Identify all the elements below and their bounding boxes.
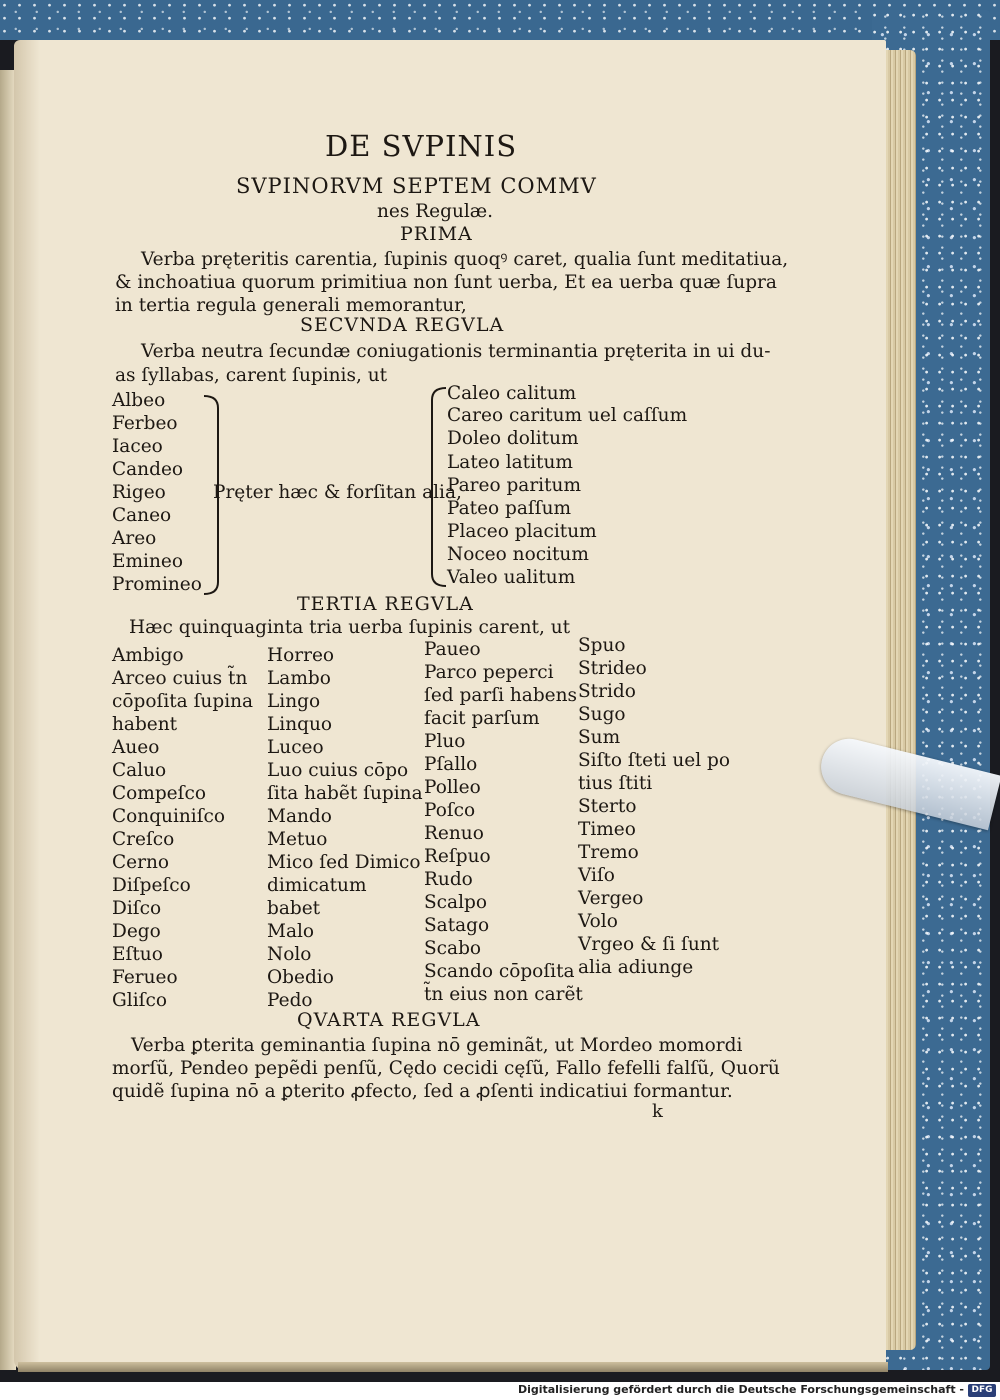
prima-line: in tertia regula generali memorantur, [115,295,467,316]
prima-line: & inchoatiua quorum primitiua non ſunt uerba, Et ea uerba quæ ſupra [115,272,777,293]
verb-word: Tremo [578,842,639,863]
verb-word: Diſco [112,898,162,919]
verb-word: Caleo calitum [447,383,577,404]
verb-word: babet [267,898,321,919]
subtitle-line-1: SVPINORVM SEPTEM COMMV [236,174,597,198]
verb-word: Timeo [578,819,636,840]
verb-word: Vrgeo & ſi ſunt [578,934,720,955]
verb-word: Promineo [112,574,202,595]
verb-word: Sum [578,727,621,748]
verb-word: Strido [578,681,636,702]
verb-word: Creſco [112,829,175,850]
verb-word: Diſpeſco [112,875,191,896]
verb-word: Emineo [112,551,183,572]
verb-word: Paueo [424,639,481,660]
verb-word: Rudo [424,869,473,890]
page-bottom-edge [18,1362,888,1372]
verb-word: Placeo placitum [447,521,597,542]
verb-word: ſed parſi habens [424,685,578,706]
verb-word: Pateo paſſum [447,498,572,519]
verb-word: Nolo [267,944,312,965]
verb-word: Spuo [578,635,626,656]
verb-word: alia adiunge [578,957,694,978]
verb-word: Aueo [112,737,160,758]
book-cover-top [0,0,1000,40]
verb-word: Polleo [424,777,481,798]
verb-word: Careo caritum uel caſſum [447,405,688,426]
verb-word: Vergeo [578,888,644,909]
verb-word: Poſco [424,800,476,821]
verb-word: Scabo [424,938,482,959]
verb-word: Ferbeo [112,413,178,434]
secunda-line: Verba neutra ſecundæ coniugationis terminantia pręterita in ui du‐ [141,341,771,362]
verb-word: ſita habẽt ſupina [267,783,423,804]
verb-word: Compeſco [112,783,206,804]
verb-word: Reſpuo [424,846,491,867]
verb-word: Pſallo [424,754,478,775]
verb-word: Parco peperci [424,662,554,683]
quarta-line: quidẽ ſupina nō a ꝑterito ꝓfecto, ſed a ꝓſenti indicatiui formantur. [112,1081,733,1102]
verb-word: Satago [424,915,490,936]
verb-word: Horreo [267,645,335,666]
verb-word: Ambigo [112,645,184,666]
dfg-logo-icon: DFG [968,1384,996,1397]
verb-word: Gliſco [112,990,167,1011]
secunda-middle-text: Pręter hæc & forſitan alia, [213,482,462,503]
funding-credit: Digitalisierung gefördert durch die Deutsche Forschungsgemeinschaft - [517,1383,964,1396]
verb-word: Caneo [112,505,172,526]
secunda-line: as ſyllabas, carent ſupinis, ut [115,365,388,386]
verb-word: tius ſtiti [578,773,653,794]
verb-word: Doleo dolitum [447,428,579,449]
verb-word: Rigeo [112,482,166,503]
verb-word: Sugo [578,704,626,725]
heading-secunda: SECVNDA REGVLA [300,314,505,336]
verb-word: Volo [578,911,618,932]
verb-word: facit parſum [424,708,540,729]
heading-quarta: QVARTA REGVLA [297,1009,481,1031]
verb-word: habent [112,714,178,735]
verb-word: Areo [112,528,157,549]
heading-tertia: TERTIA REGVLA [297,593,474,615]
verb-word: Scando cōpoſita [424,961,575,982]
heading-prima: PRIMA [400,223,473,245]
signature-mark: k [652,1101,663,1122]
verb-word: Malo [267,921,315,942]
verb-word: Renuo [424,823,484,844]
page-title: DE SVPINIS [325,129,518,163]
verb-word: Strideo [578,658,647,679]
verb-word: Mico ſed Dimico [267,852,421,873]
verb-word: Pareo paritum [447,475,581,496]
verb-word: dimicatum [267,875,367,896]
verb-word: Pedo [267,990,313,1011]
verb-word: Obedio [267,967,334,988]
prima-line: Verba pręteritis carentia, ſupinis quoqꝰ caret, qualia ſunt meditatiua, [141,249,789,270]
quarta-line: morſũ, Pendeo pepẽdi penſũ, Cędo cecidi cęſũ, Fallo fefelli falſũ, Quorũ [112,1058,780,1079]
subtitle-line-2: nes Regulæ. [377,201,494,222]
tertia-intro: Hæc quinquaginta tria uerba ſupinis carent, ut [129,617,571,638]
verb-word: Valeo ualitum [447,567,576,588]
verb-word: Scalpo [424,892,487,913]
verb-word: Luo cuius cōpo [267,760,409,781]
verb-word: Pluo [424,731,466,752]
verb-word: Cerno [112,852,169,873]
verb-word: Arceo cuius t̃n [112,668,248,689]
verb-word: Viſo [578,865,615,886]
quarta-line: Verba ꝑterita geminantia ſupina nō geminãt, ut Mordeo momordi [131,1035,743,1056]
verb-word: Noceo nocitum [447,544,589,565]
verb-word: Lateo latitum [447,452,573,473]
verb-word: Dego [112,921,161,942]
verb-word: Caluo [112,760,167,781]
verb-word: Iaceo [112,436,163,457]
verb-word: Ferueo [112,967,178,988]
verb-word: Albeo [112,390,166,411]
verb-word: Linquo [267,714,333,735]
verb-word: Mando [267,806,332,827]
verb-word: Sterto [578,796,637,817]
verb-word: cōpoſita ſupina [112,691,254,712]
verb-word: Metuo [267,829,328,850]
verb-word: Candeo [112,459,184,480]
verb-word: t̃n eius non carẽt [424,984,583,1005]
verb-word: Eſtuo [112,944,163,965]
verb-word: Conquiniſco [112,806,226,827]
verb-word: Siſto ſteti uel po [578,750,730,771]
verb-word: Lingo [267,691,321,712]
verb-word: Lambo [267,668,331,689]
verb-word: Luceo [267,737,324,758]
